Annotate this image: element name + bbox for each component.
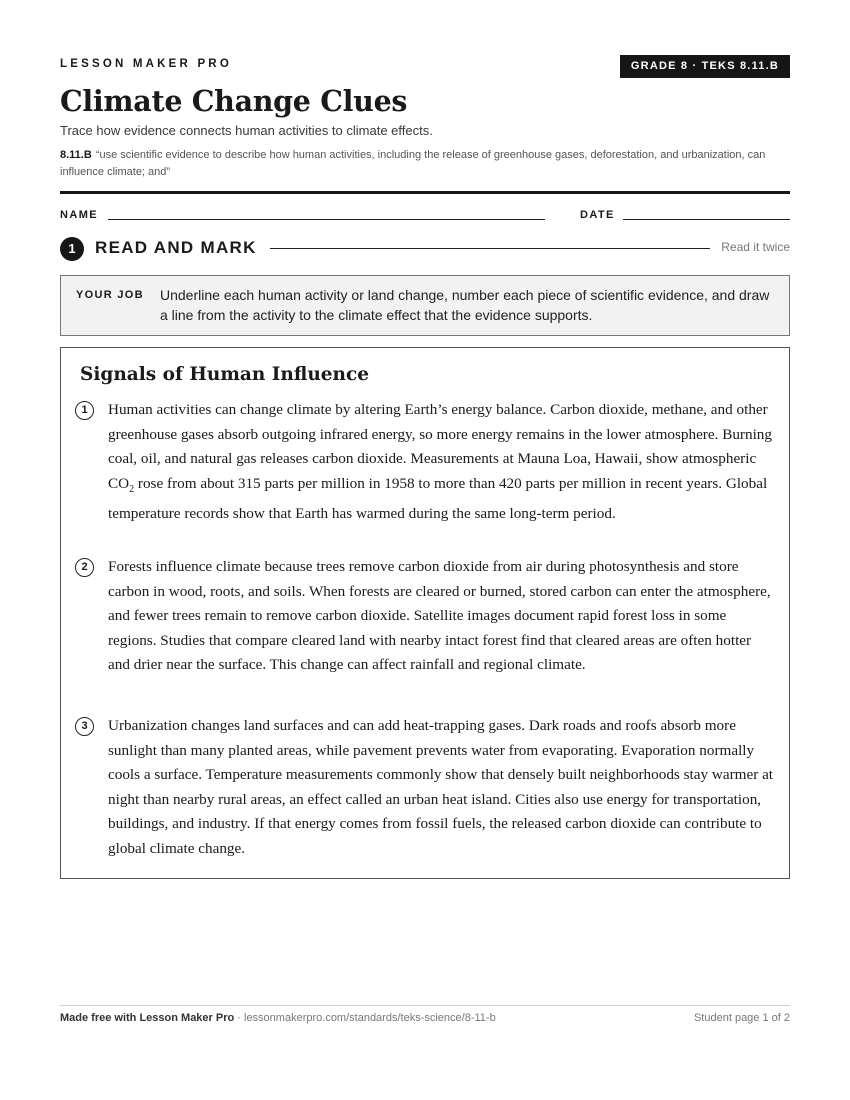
- instructions-box: [60, 275, 790, 336]
- brand-name: LESSON MAKER PRO: [60, 58, 232, 70]
- paragraph-1-text-start: Human activities can change climate by altering Earth’s energy balance. Carbon dioxide, methane, and other greenhouse gases absorb outgoing infrared energy, so more energy remains in the lower atmosphere. Burning coal, oil, and natural gas releases carbon dioxide. Measurements at Mauna Loa, Hawaii, show atmospheric CO: [108, 401, 772, 492]
- paragraph-2: Forests influence climate because trees remove carbon dioxide from air during photosynthesis and store carbon in wood, roots, and soils. When forests are cleared or burned, stored carbon can enter the atmosphere, and fewer trees remain to remove carbon dioxide. Satellite images document rapid forest loss in some regions. Studies that compare cleared land with nearby intact forest find that cleared areas are often hotter and drier near the surface. This change can affect rainfall and regional climate.: [108, 558, 771, 673]
- section-title: READ AND MARK: [95, 238, 257, 257]
- worksheet-title: Climate Change Clues: [60, 84, 408, 118]
- footer-separator: ·: [234, 1012, 244, 1024]
- section-note: Read it twice: [721, 240, 790, 254]
- paragraph-number-2: 2: [75, 558, 94, 577]
- section-rule: [270, 248, 710, 249]
- standard-statement: [60, 147, 790, 181]
- worksheet-subtitle: Trace how evidence connects human activities to climate effects.: [60, 123, 433, 138]
- standard-text: “use scientific evidence to describe how human activities, including the release of greenhouse gases, deforestation, and urbanization, can influence climate; and”: [60, 149, 766, 178]
- reading-passage: [60, 347, 790, 879]
- name-label: NAME: [60, 209, 98, 221]
- instructions-label: YOUR JOB: [76, 289, 144, 301]
- paragraph-number-1: 1: [75, 401, 94, 420]
- instructions-text: Underline each human activity or land change, number each piece of scientific evidence, and draw a line from the activity to the climate effect that the evidence supports.: [160, 287, 770, 323]
- header-bar: [60, 55, 790, 79]
- footer-url[interactable]: lessonmakerpro.com/standards/teks-science/8-11-b: [244, 1012, 496, 1024]
- paragraph-1-text-end: rose from about 315 parts per million in 1958 to more than 420 parts per million in recent years. Global temperature records show that Earth has warmed during the same long-term period.: [108, 474, 768, 523]
- paragraph-1: [108, 398, 774, 527]
- paragraph-number-3: 3: [75, 717, 94, 736]
- standard-code: 8.11.B: [60, 149, 92, 161]
- header-divider: [60, 191, 790, 194]
- footer-page-number: Student page 1 of 2: [693, 1012, 790, 1024]
- date-field[interactable]: [623, 219, 790, 220]
- footer-divider: [60, 1005, 790, 1006]
- paragraph-3: Urbanization changes land surfaces and can add heat-trapping gases. Dark roads and roofs absorb more sunlight than many planted areas, while pavement prevents water from evaporating. Evaporation normally cools a surface. Temperature measurements commonly show that densely built neighborhoods stay warmer at night than nearby rural areas, an effect called an urban heat island. Cities also use energy for transportation, buildings, and industry. If that energy comes from fossil fuels, the released carbon dioxide can contribute to global climate change.: [108, 717, 774, 857]
- co2-subscript: 2: [129, 483, 135, 495]
- name-field[interactable]: [108, 219, 545, 220]
- section-number-badge: 1: [60, 237, 84, 261]
- footer-credit: [60, 1012, 496, 1024]
- grade-badge: GRADE 8 · TEKS 8.11.B: [620, 55, 790, 78]
- passage-title: Signals of Human Influence: [80, 364, 370, 385]
- footer-made-with: Made free with Lesson Maker Pro: [60, 1012, 235, 1024]
- date-label: DATE: [580, 209, 615, 221]
- section-header-read-and-mark: [60, 236, 790, 262]
